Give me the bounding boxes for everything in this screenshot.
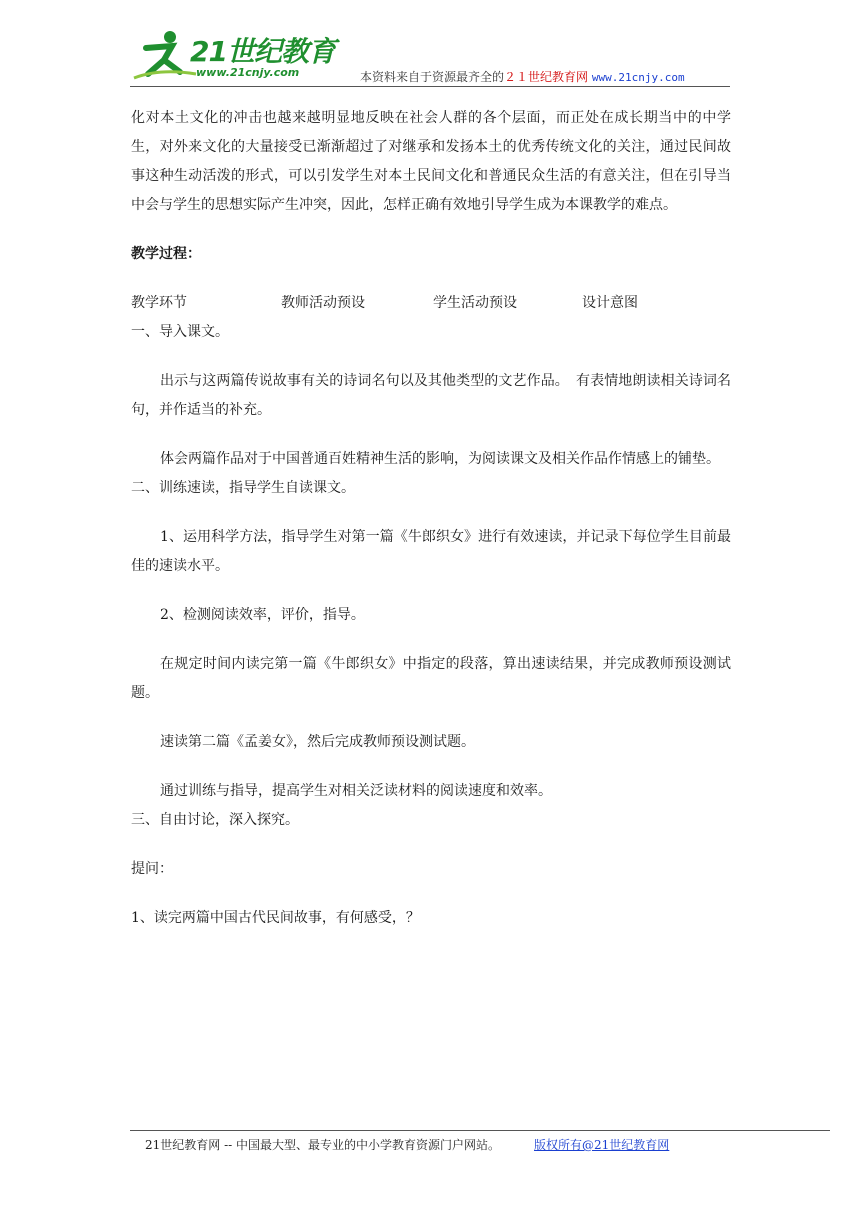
source-url[interactable]: www.21cnjy.com bbox=[591, 71, 685, 84]
paragraph: 在规定时间内读完第一篇《牛郎织女》中指定的段落，算出速读结果，并完成教师预设测试题。 bbox=[131, 656, 731, 701]
column-header: 设计意图 bbox=[582, 295, 638, 311]
footer-text: 21世纪教育网 -- 中国最大型、最专业的中小学教育资源门户网站。 bbox=[145, 1138, 501, 1152]
column-headers bbox=[131, 289, 731, 318]
document-body bbox=[131, 104, 731, 933]
logo-url: www.21cnjy.com bbox=[196, 66, 300, 79]
column-header: 教学环节 bbox=[131, 295, 187, 311]
process-heading: 教学过程： bbox=[131, 246, 201, 262]
paragraph: 速读第二篇《孟姜女》，然后完成教师预设测试题。 bbox=[160, 734, 475, 750]
source-site[interactable]: ２１世纪教育网 bbox=[504, 70, 589, 84]
paragraph: 2、检测阅读效率，评价，指导。 bbox=[160, 607, 365, 623]
source-prefix: 本资料来自于资源最齐全的 bbox=[360, 70, 505, 84]
section-title: 三、自由讨论，深入探究。 bbox=[131, 812, 299, 828]
column-header: 学生活动预设 bbox=[433, 295, 517, 311]
paragraph: 出示与这两篇传说故事有关的诗词名句以及其他类型的文艺作品。 有表情地朗读相关诗词名句，并作适当的补充。 bbox=[131, 373, 731, 418]
page-header bbox=[130, 28, 730, 86]
header-divider bbox=[130, 86, 730, 87]
logo-text: 21世纪教育 bbox=[190, 35, 335, 68]
section-title: 二、训练速读，指导学生自读课文。 bbox=[131, 480, 355, 496]
paragraph: 1、运用科学方法，指导学生对第一篇《牛郎织女》进行有效速读，并记录下每位学生目前最佳的速读水平。 bbox=[131, 529, 731, 574]
paragraph: 通过训练与指导，提高学生对相关泛读材料的阅读速度和效率。 bbox=[160, 783, 552, 799]
copyright-link[interactable]: 版权所有@21世纪教育网 bbox=[534, 1138, 670, 1152]
source-note bbox=[360, 68, 685, 85]
paragraph: 体会两篇作品对于中国普通百姓精神生活的影响，为阅读课文及相关作品作情感上的铺垫。 bbox=[160, 451, 720, 467]
logo bbox=[130, 28, 340, 84]
question-label: 提问： bbox=[131, 861, 173, 877]
intro-paragraph: 化对本土文化的冲击也越来越明显地反映在社会人群的各个层面，而正处在成长期当中的中学生，对外来文化的大量接受已渐渐超过了对继承和发扬本土的优秀传统文化的关注，通过民间故事这种生动活泼的形式，可以引发学生对本土民间文化和普通民众生活的有意关注，但在引导当中会与学生的思想实际产生冲突，因此，怎样正确有效地引导学生成为本课教学的难点。 bbox=[131, 110, 731, 213]
footer-divider bbox=[130, 1130, 830, 1131]
section-title: 一、导入课文。 bbox=[131, 324, 229, 340]
question-item: 1、读完两篇中国古代民间故事，有何感受，？ bbox=[131, 910, 420, 926]
column-header: 教师活动预设 bbox=[281, 295, 365, 311]
page-footer bbox=[145, 1136, 669, 1153]
